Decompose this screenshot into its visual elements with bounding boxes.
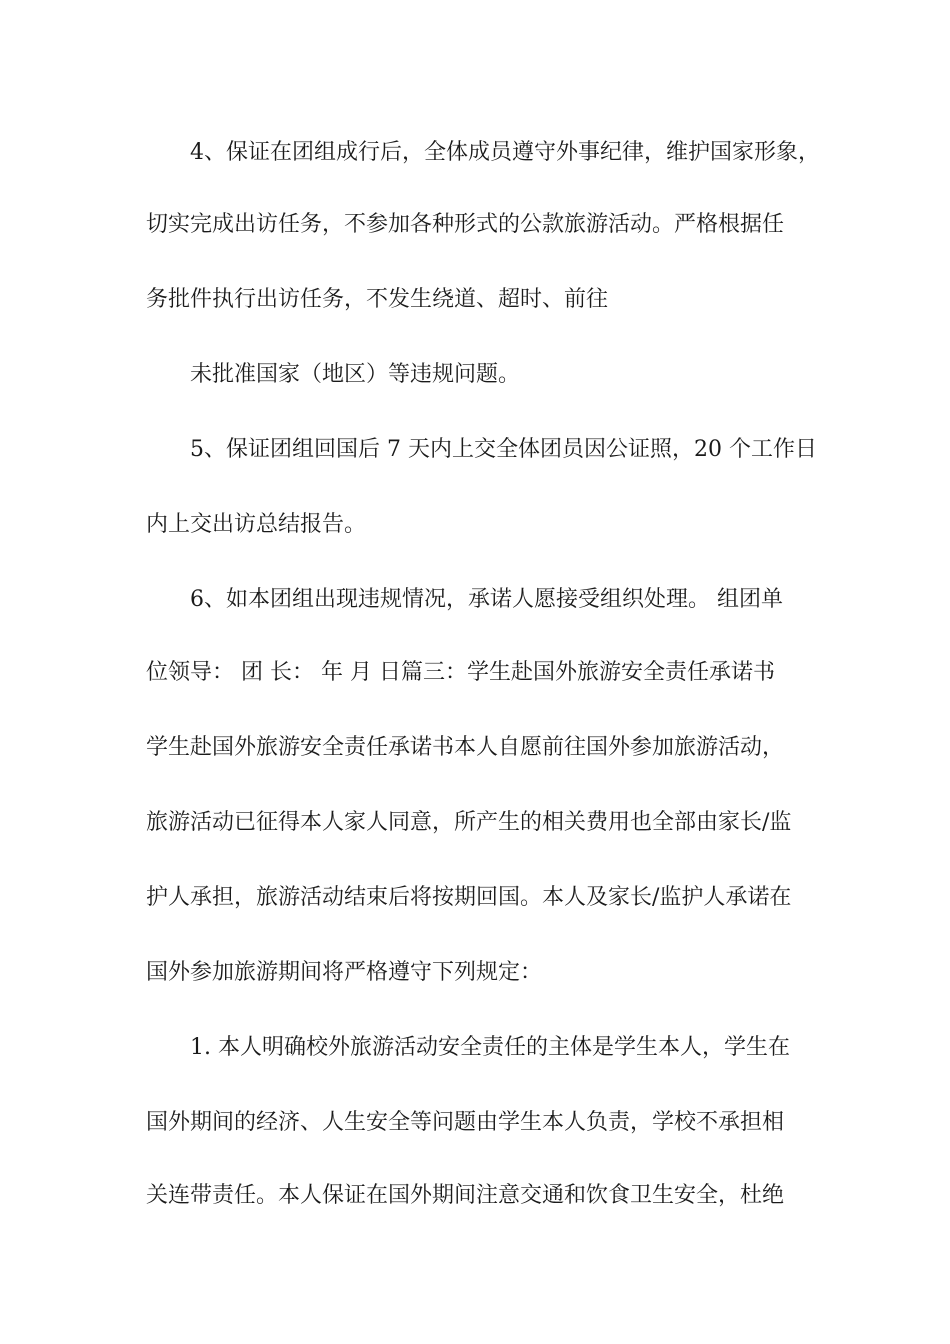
item-1-line-3: 关连带责任。本人保证在国外期间注意交通和饮食卫生安全，杜绝 bbox=[146, 1183, 785, 1208]
item-1-line-1: 1. 本人明确校外旅游活动安全责任的主体是学生本人，学生在 bbox=[190, 1035, 790, 1060]
paragraph-6-line-5: 护人承担，旅游活动结束后将按期回国。本人及家长/监护人承诺在 bbox=[146, 885, 792, 910]
paragraph-4-line-3: 务批件执行出访任务，不发生绕道、超时、前往 bbox=[146, 287, 609, 312]
paragraph-6-line-6: 国外参加旅游期间将严格遵守下列规定： bbox=[146, 960, 543, 985]
paragraph-6-line-4: 旅游活动已征得本人家人同意，所产生的相关费用也全部由家长/监 bbox=[146, 810, 792, 835]
paragraph-6-line-3: 学生赴国外旅游安全责任承诺书本人自愿前往国外参加旅游活动， bbox=[146, 735, 785, 760]
paragraph-6-line-2: 位领导： 团 长： 年 月 日篇三：学生赴国外旅游安全责任承诺书 bbox=[146, 660, 775, 685]
paragraph-4-line-4: 未批准国家（地区）等违规问题。 bbox=[190, 362, 521, 387]
paragraph-6-line-1: 6、如本团组出现违规情况，承诺人愿接受组织处理。 组团单 bbox=[190, 587, 783, 612]
paragraph-4-line-1: 4、保证在团组成行后，全体成员遵守外事纪律，维护国家形象， bbox=[190, 140, 820, 165]
paragraph-5-line-2: 内上交出访总结报告。 bbox=[146, 512, 367, 537]
item-1-line-2: 国外期间的经济、人生安全等问题由学生本人负责，学校不承担相 bbox=[146, 1110, 785, 1135]
paragraph-5-line-1: 5、保证团组回国后 7 天内上交全体团员因公证照，20 个工作日 bbox=[190, 437, 817, 462]
paragraph-4-line-2: 切实完成出访任务，不参加各种形式的公款旅游活动。严格根据任 bbox=[146, 212, 785, 237]
